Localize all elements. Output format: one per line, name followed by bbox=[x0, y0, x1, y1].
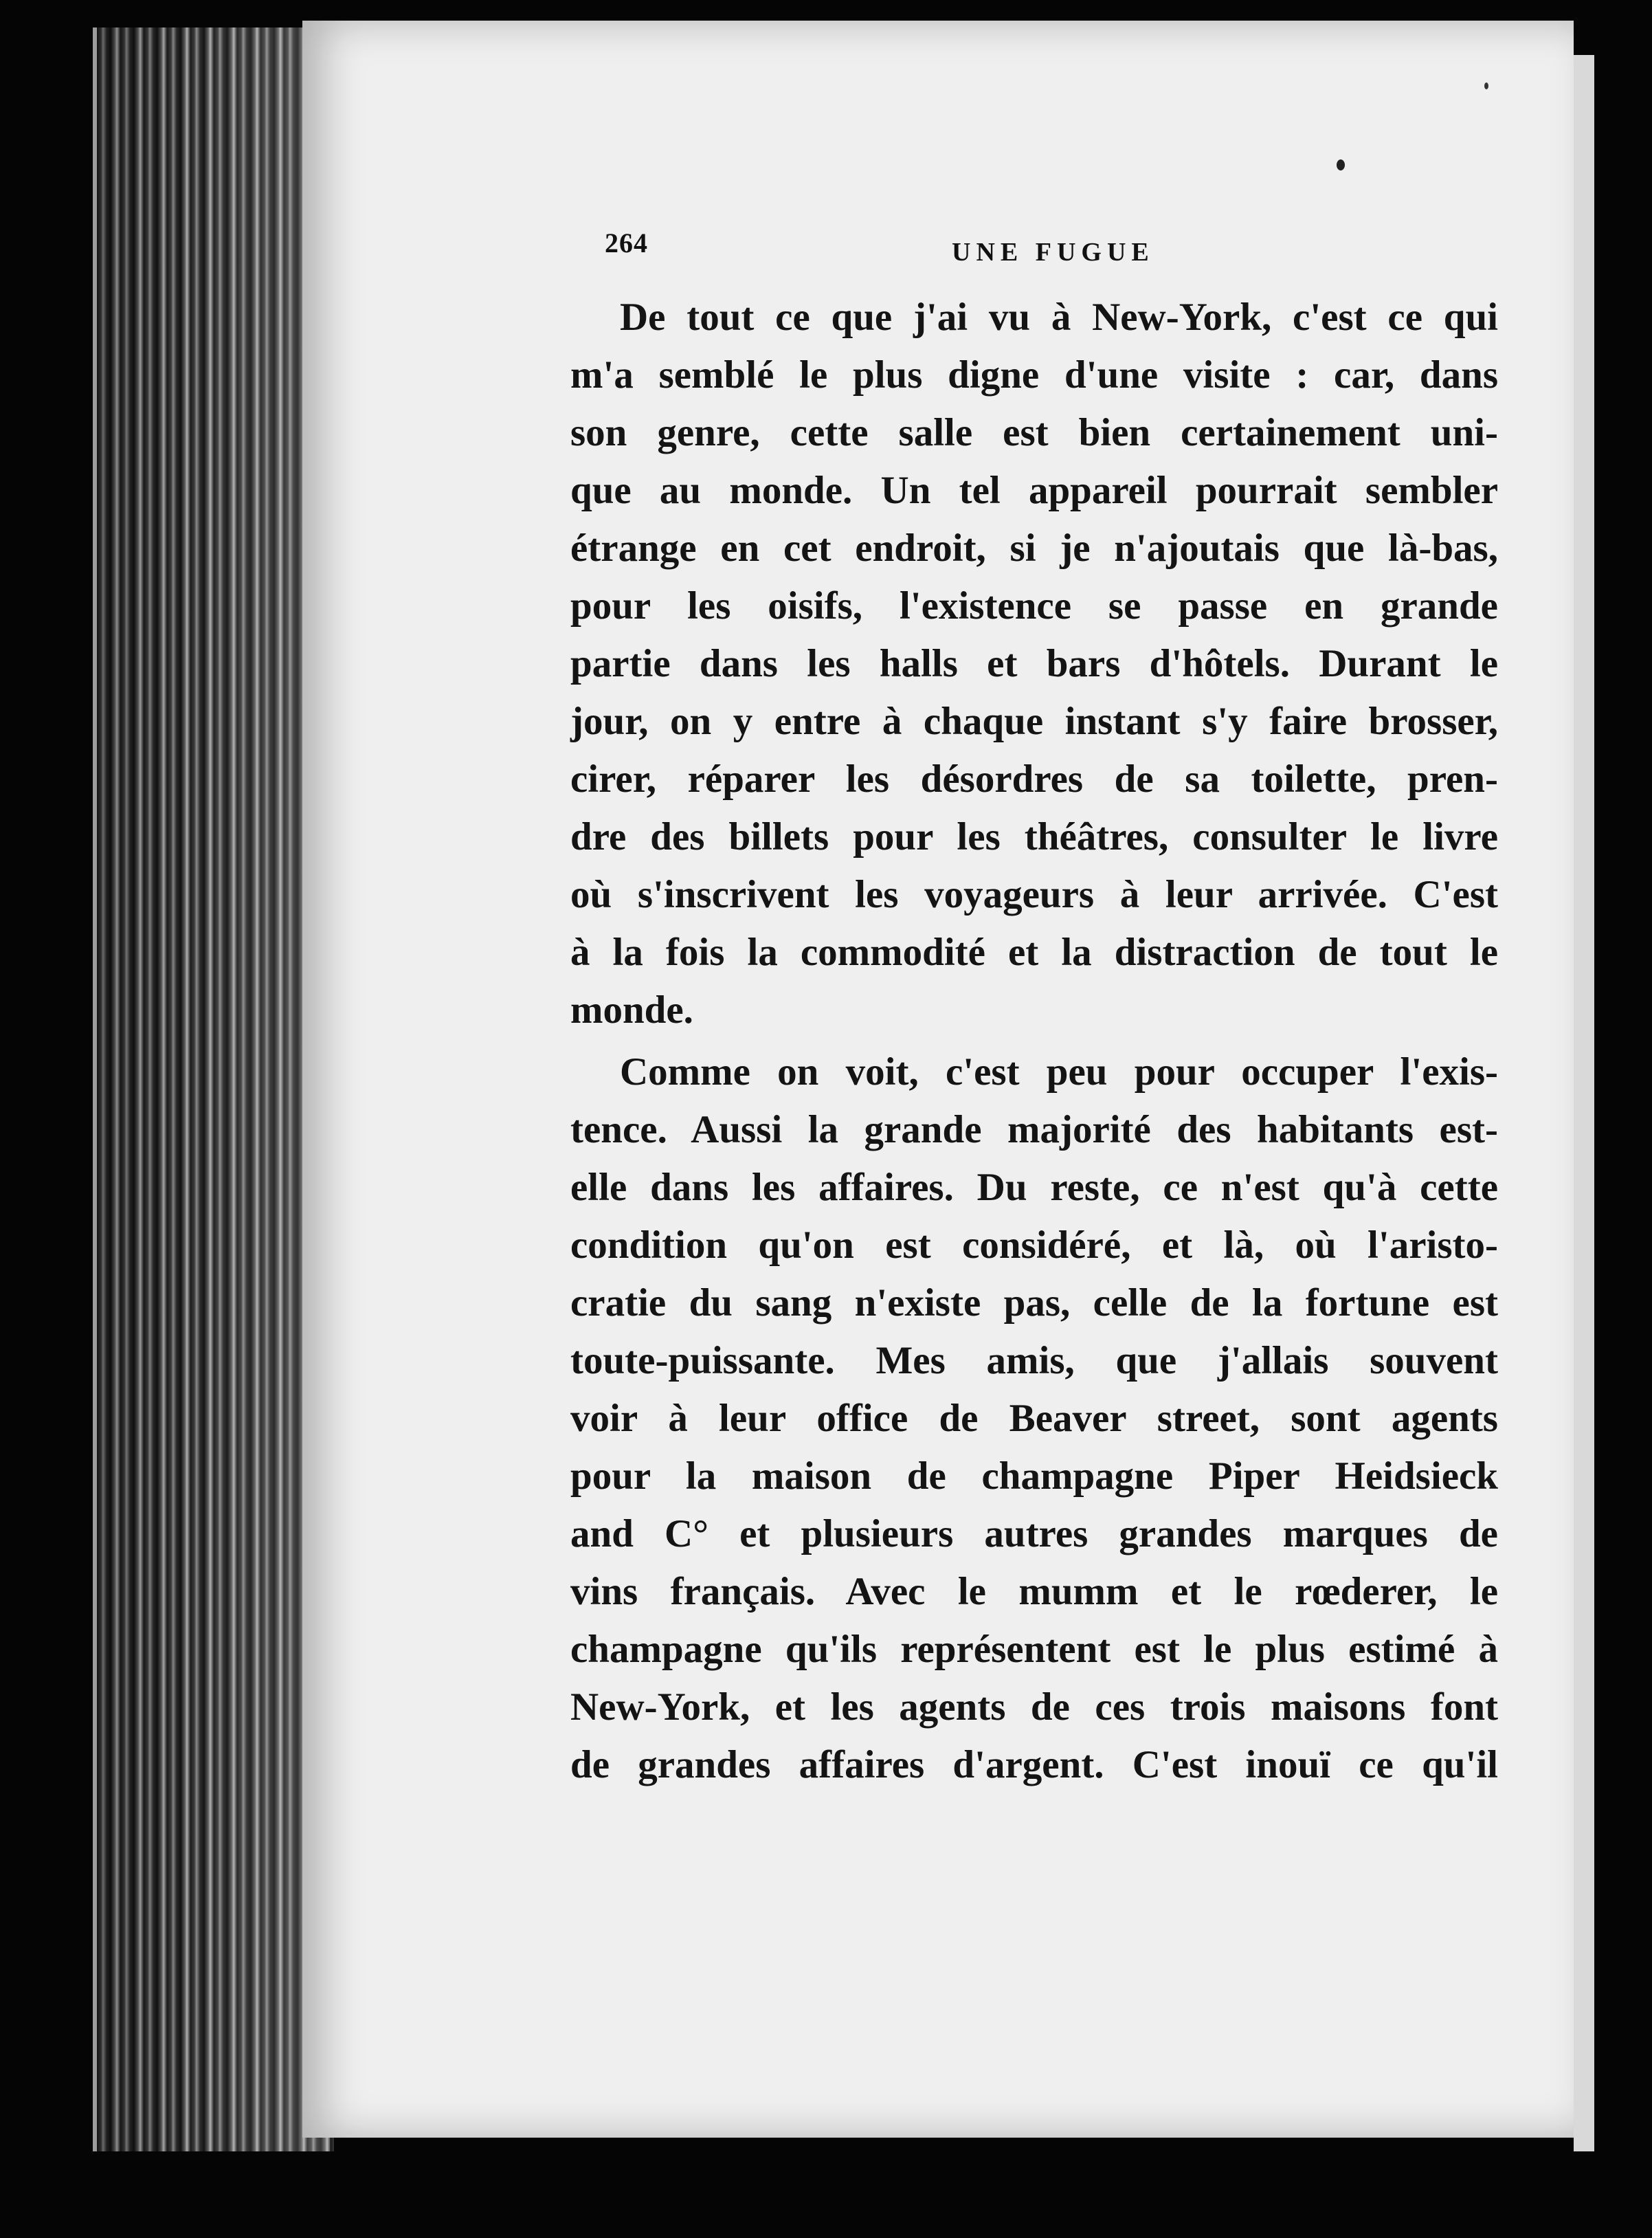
paragraph bbox=[570, 1043, 1498, 1794]
text-line: toute-puissante. Mes amis, que j'allais souvent bbox=[570, 1339, 1498, 1382]
text-line: de grandes affaires d'argent. C'est inouï ce qu'il bbox=[570, 1743, 1498, 1786]
text-line: New-York, et les agents de ces trois maisons font bbox=[570, 1685, 1498, 1729]
text-line: monde. bbox=[570, 988, 693, 1032]
text-line: partie dans les halls et bars d'hôtels. Durant le bbox=[570, 642, 1498, 685]
text-line: dre des billets pour les théâtres, consulter le livre bbox=[570, 815, 1498, 858]
text-line: pour la maison de champagne Piper Heidsieck bbox=[570, 1454, 1498, 1498]
text-line: cratie du sang n'existe pas, celle de la fortune est bbox=[570, 1281, 1498, 1325]
text-line: cirer, réparer les désordres de sa toilette, pren- bbox=[570, 757, 1498, 801]
text-line: Comme on voit, c'est peu pour occuper l'exis- bbox=[620, 1050, 1498, 1094]
page-number: 264 bbox=[605, 228, 648, 258]
text-line: jour, on y entre à chaque instant s'y faire brosser, bbox=[570, 700, 1498, 743]
dust-speck bbox=[1484, 82, 1488, 89]
body-text bbox=[570, 289, 1498, 1794]
text-line: à la fois la commodité et la distraction de tout le bbox=[570, 931, 1498, 974]
text-line: tence. Aussi la grande majorité des habitants est- bbox=[570, 1108, 1498, 1151]
paragraph bbox=[570, 289, 1498, 1039]
text-line: champagne qu'ils représentent est le plus estimé à bbox=[570, 1628, 1498, 1671]
text-line: De tout ce que j'ai vu à New-York, c'est ce qui bbox=[620, 296, 1498, 339]
text-line: condition qu'on est considéré, et là, où l'aristo- bbox=[570, 1223, 1498, 1267]
text-line: étrange en cet endroit, si je n'ajoutais que là-bas, bbox=[570, 527, 1498, 570]
running-title: UNE FUGUE bbox=[952, 238, 1154, 267]
text-line: elle dans les affaires. Du reste, ce n'est qu'à cette bbox=[570, 1166, 1498, 1209]
facing-page-edge bbox=[1574, 55, 1594, 2151]
text-line: son genre, cette salle est bien certainement uni- bbox=[570, 411, 1498, 454]
text-line: que au monde. Un tel appareil pourrait sembler bbox=[570, 469, 1498, 512]
text-line: and C° et plusieurs autres grandes marques de bbox=[570, 1512, 1498, 1555]
text-line: m'a semblé le plus digne d'une visite : car, dans bbox=[570, 353, 1498, 397]
text-line: pour les oisifs, l'existence se passe en grande bbox=[570, 584, 1498, 628]
dust-speck bbox=[1337, 159, 1345, 170]
text-line: vins français. Avec le mumm et le rœderer, le bbox=[570, 1570, 1498, 1613]
fore-edge-shadow bbox=[93, 27, 330, 2151]
text-line: voir à leur office de Beaver street, sont agents bbox=[570, 1397, 1498, 1440]
text-line: où s'inscrivent les voyageurs à leur arrivée. C'est bbox=[570, 873, 1498, 916]
